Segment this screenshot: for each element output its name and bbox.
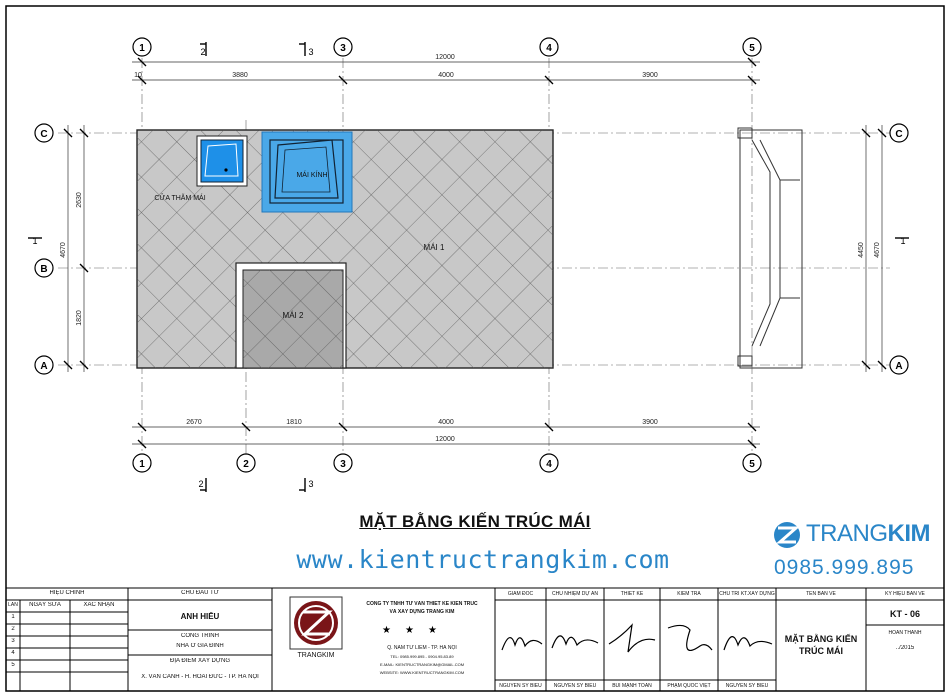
grid-label-3-bottom: 3 — [340, 459, 346, 470]
owner-header: CHỦ ĐẦU TƯ — [181, 590, 219, 596]
company-address: Q. NAM TỪ LIÊM - TP. HÀ NỘI — [387, 645, 457, 651]
brand-phone: 0985.999.895 — [774, 556, 915, 579]
role-director: GIÁM ĐỐC — [507, 591, 534, 597]
dim-top-seg-3: 3900 — [642, 72, 658, 79]
trangkim-logo-mark — [290, 597, 342, 649]
grid-label-b-left: B — [40, 264, 48, 275]
location-label: ĐỊA ĐIỂM XÂY DỰNG — [169, 658, 231, 664]
owner-name: ANH HIẾU — [180, 612, 220, 621]
complete-label: HOÀN THÀNH — [888, 630, 922, 636]
role-designer: THIẾT KẾ — [620, 591, 644, 597]
name-checker: PHẠM QUỐC VIỆT — [667, 683, 711, 689]
grid-label-2-bottom: 2 — [243, 459, 249, 470]
drawing-title: MẶT BẰNG KIẾN TRÚC MÁI — [359, 512, 591, 531]
star-icons — [382, 625, 437, 636]
grid-label-a-left: A — [40, 361, 48, 372]
dim-bottom-seg-2: 1810 — [286, 419, 302, 426]
company-tel: TEL: 0985.999.895 - 0904.95.83.89 — [390, 654, 454, 659]
dim-right-total: 4670 — [874, 242, 881, 258]
company-email: E-MAIL: KIENTRUCTRANGKIM@GMAIL.COM — [379, 662, 465, 667]
revision-row-5: 5 — [11, 662, 15, 668]
balcony — [738, 128, 802, 368]
grid-label-5-top: 5 — [749, 43, 755, 54]
grid-label-1-top: 1 — [139, 43, 145, 54]
svg-text:★: ★ — [428, 625, 437, 636]
label-mai-2: MÁI 2 — [282, 311, 304, 320]
section-label-3-top: 3 — [308, 47, 314, 57]
company-website: WEBSITE: WWW.KIENTRUCTRANGKIM.COM — [379, 670, 465, 675]
revision-row-4: 4 — [11, 650, 15, 656]
section-label-2-top: 2 — [200, 47, 206, 57]
sheet-code-header: KÝ HIỆU BẢN VẼ — [885, 591, 925, 597]
role-checker: KIỂM TRA — [677, 591, 701, 597]
name-construction-lead: NGUYỄN SỸ BIỂU — [725, 683, 769, 689]
label-mai-kinh: MÁI KÍNH — [296, 172, 328, 179]
svg-text:★: ★ — [405, 625, 414, 636]
role-construction-lead: CHỦ TRÌ KT.XÂY DỰNG — [719, 591, 775, 597]
brand-name: TRANGKIM — [806, 520, 930, 547]
website-url[interactable]: www.kientructrangkim.com — [296, 545, 670, 574]
grid-label-3-top: 3 — [340, 43, 346, 54]
col-ngay-sua: NGÀY SỬA — [29, 602, 61, 608]
sheet-code: KT - 06 — [889, 609, 920, 619]
section-label-2-bottom: 2 — [198, 479, 204, 489]
dim-bottom-seg-1: 2670 — [186, 419, 202, 426]
label-cua-tham-mai: CỬA THĂM MÁI — [154, 195, 206, 202]
complete-date: ../2015 — [895, 645, 915, 651]
revision-header: HIỆU CHỈNH — [49, 590, 85, 596]
logo-text: TRANGKIM — [297, 652, 335, 659]
revision-row-2: 2 — [11, 626, 15, 632]
section-label-3-bottom: 3 — [308, 479, 314, 489]
col-lan: LẦN — [8, 602, 18, 608]
grid-label-c-left: C — [40, 129, 48, 140]
name-designer: BÙI MẠNH TOÀN — [612, 683, 652, 689]
brand-logo-icon — [772, 520, 802, 550]
project-name: NHÀ Ở GIA ĐÌNH — [176, 643, 224, 649]
dim-left-total: 4670 — [60, 242, 67, 258]
dim-top-small: 10 — [134, 72, 142, 79]
grid-label-1-bottom: 1 — [139, 459, 145, 470]
dim-right-inner: 4450 — [858, 242, 865, 258]
dim-top-seg-1: 3880 — [232, 72, 248, 79]
grid-label-4-top: 4 — [546, 43, 552, 54]
dim-top-total: 12000 — [435, 54, 455, 61]
location-value: X. VÂN CANH - H. HOÀI ĐỨC - TP. HÀ NỘI — [141, 674, 259, 680]
revision-row-3: 3 — [11, 638, 15, 644]
dim-bottom-seg-4: 3900 — [642, 419, 658, 426]
company-name-1: CÔNG TY TNHH TƯ VẤN THIẾT KẾ KIẾN TRÚC — [366, 601, 478, 607]
col-xac-nhan: XÁC NHẬN — [83, 602, 115, 608]
signature-icons — [502, 625, 772, 652]
grid-label-4-bottom: 4 — [546, 459, 552, 470]
drawing-name: MẶT BẰNG KIẾN TRÚC MÁI — [784, 634, 858, 656]
dim-top-seg-2: 4000 — [438, 72, 454, 79]
section-label-1-left: 1 — [32, 236, 38, 246]
dim-left-seg-2: 1820 — [76, 310, 83, 326]
grid-label-c-right: C — [895, 129, 903, 140]
svg-text:★: ★ — [382, 625, 391, 636]
grid-label-a-right: A — [895, 361, 903, 372]
name-project-lead: NGUYỄN SỸ BIỂU — [553, 683, 597, 689]
drawing-name-header: TÊN BẢN VẼ — [806, 591, 836, 597]
role-project-lead: CHỦ NHIỆM DỰ ÁN — [552, 591, 598, 597]
grid-label-5-bottom: 5 — [749, 459, 755, 470]
dim-bottom-seg-3: 4000 — [438, 419, 454, 426]
company-name-2: VÀ XÂY DỰNG TRANG KIM — [389, 609, 455, 615]
section-label-1-right: 1 — [900, 236, 906, 246]
revision-row-1: 1 — [11, 614, 15, 620]
label-mai-1: MÁI 1 — [423, 243, 445, 252]
dim-bottom-total: 12000 — [435, 436, 455, 443]
project-label: CÔNG TRÌNH — [181, 633, 219, 639]
dim-left-seg-1: 2630 — [76, 192, 83, 208]
name-director: NGUYỄN SỸ BIỂU — [499, 683, 542, 689]
